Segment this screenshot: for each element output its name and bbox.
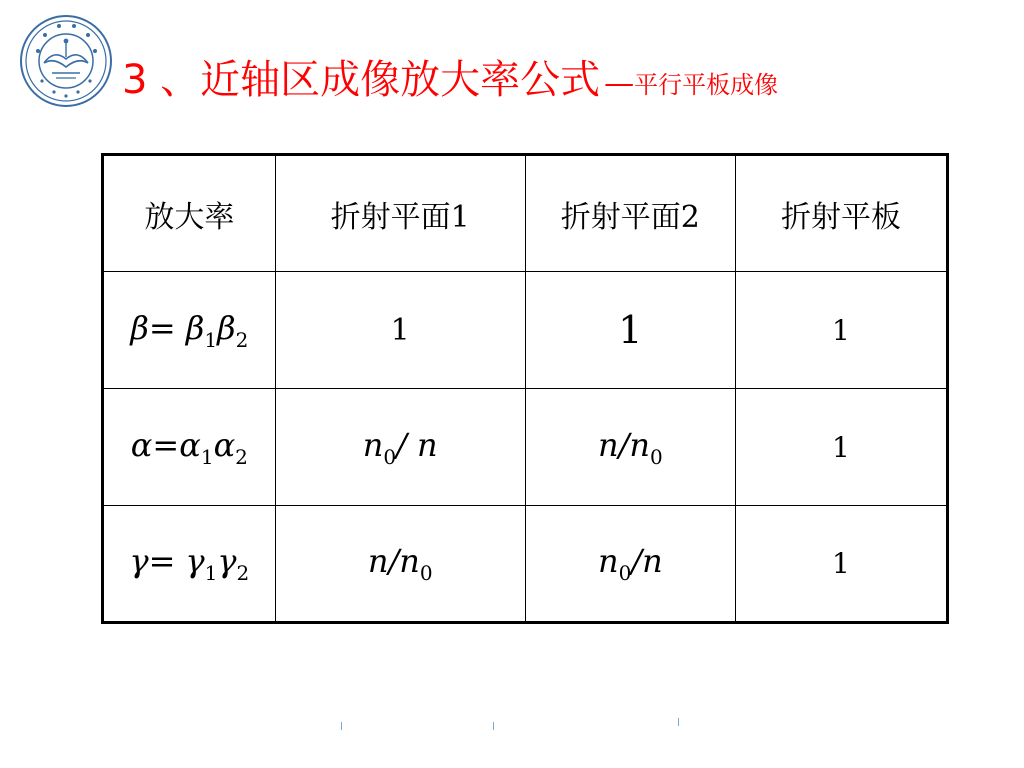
header-cell: 放大率 [103,155,276,272]
university-seal-icon [18,13,114,109]
formula-cell [103,272,276,389]
formula-factor: β [217,308,236,347]
value-cell [525,506,735,623]
value-subscript: 0 [383,444,397,469]
value-cell [275,389,525,506]
value-cell: 1 [525,272,735,389]
decorative-tick [341,722,342,730]
title-separator: — [604,66,635,101]
formula-equals: = [148,308,176,347]
formula-subscript: 2 [235,327,249,352]
decorative-tick [678,718,679,726]
formula-factor: α [179,425,201,464]
formula-symbol: α [130,425,153,464]
value-cell: 1 [275,272,525,389]
value-subscript: 0 [649,444,663,469]
decorative-tick [493,722,494,730]
value-subscript: 0 [419,561,433,585]
formula-subscript: 1 [204,561,218,585]
formula-factor: β [185,308,205,347]
magnification-table [101,153,949,624]
formula-equals: = [152,425,180,464]
table-row [103,272,948,389]
formula-equals: = [148,542,176,580]
value-part: n/n [367,542,420,580]
value-subscript: 0 [618,561,632,585]
value-cell [525,389,735,506]
value-part: /n [631,542,663,580]
value-part: / n [396,425,438,464]
title-subtitle: 平行平板成像 [634,71,779,99]
formula-symbol: β [130,308,149,347]
formula-symbol: γ [129,542,149,580]
formula-cell [103,506,276,623]
header-cell: 折射平面2 [525,155,735,272]
table-header-row [103,155,948,272]
value-cell-highlight: 1 [735,389,947,506]
value-part: n [597,542,619,580]
formula-subscript: 2 [235,444,248,469]
formula-cell [103,389,276,506]
formula-subscript: 1 [200,444,214,469]
title-main: 3 、近轴区成像放大率公式 [122,57,601,103]
formula-subscript: 2 [236,561,250,585]
header-cell: 折射平板 [735,155,947,272]
table-row [103,506,948,623]
value-cell-highlight: 1 [735,272,947,389]
formula-factor: α [213,425,236,464]
header-cell: 折射平面1 [275,155,525,272]
value-cell-highlight: 1 [735,506,947,623]
table-row [103,389,948,506]
slide-title [122,48,778,108]
value-cell [275,506,525,623]
formula-factor: γ [217,542,237,580]
formula-factor: γ [185,542,205,580]
formula-subscript: 1 [204,327,218,352]
value-part: n [362,425,384,464]
value-part: n/n [597,425,650,464]
